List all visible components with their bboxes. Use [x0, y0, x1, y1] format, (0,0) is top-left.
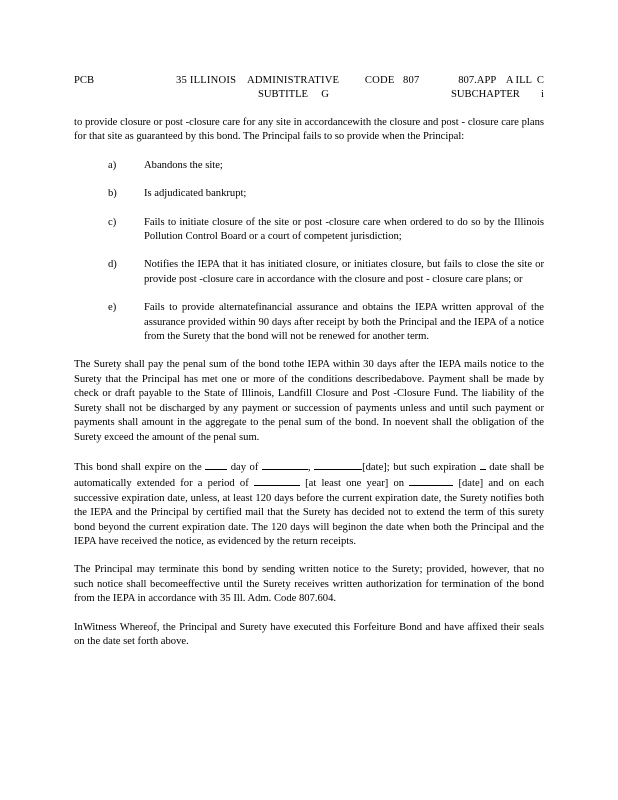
expire-text-2: day of: [230, 461, 259, 473]
extension-date-blank[interactable]: [409, 475, 453, 486]
year-blank[interactable]: [314, 459, 362, 470]
day-blank[interactable]: [205, 459, 227, 470]
surety-paragraph: The Surety shall pay the penal sum of the bond tothe IEPA within 30 days after the IEPA mails notice to the Surety that the Principal has met one or more of the conditions describedabove. Payment shall be made by check or draft payable to the State of Illinois, Landfill Closure and Post -Closure Fund. The liability of the Surety shall not be discharged by any payment or succession of payments unless and until such payment or payments shall amount in the aggregate to the penal sum of the bond. In noevent shall the obligation of the Surety exceed the amount of the penal sum.: [74, 359, 544, 443]
list-item-text: Fails to initiate closure of the site or post -closure care when ordered to do so by the Illinois Pollution Control Board or a court of competent jurisdiction;: [144, 216, 544, 243]
page-header: [74, 74, 544, 104]
month-blank[interactable]: [262, 459, 308, 470]
expiration-paragraph: [74, 459, 544, 549]
list-item-label: a): [108, 159, 117, 171]
list-item-label: e): [108, 302, 117, 314]
intro-paragraph: to provide closure or post -closure care for any site in accordancewith the closure and post - closure care plans for that site as guaranteed by this bond. The Principal fails to so provide when the Principal:: [74, 117, 544, 143]
document-body: [74, 116, 544, 663]
header-subchapter: SUBCHAPTER i: [450, 89, 544, 100]
expire-text-3: ,: [307, 461, 311, 473]
header-agency: PCB: [74, 75, 95, 86]
list-item-label: c): [108, 216, 117, 228]
header-title-line2: SUBTITLE G: [258, 89, 329, 100]
list-item-b: [74, 187, 544, 201]
list-item-text: Is adjudicated bankrupt;: [144, 188, 247, 200]
header-section: 807.APP A ILL C: [458, 75, 544, 86]
expire-text-4: [date]; but such expiration: [362, 461, 477, 473]
witness-paragraph: InWitness Whereof, the Principal and Surety have executed this Forfeiture Bond and have affixed their seals on the date set forth above.: [74, 621, 544, 647]
list-item-text: Notifies the IEPA that it has initiated closure, or initiates closure, but fails to close the site or provide post -closure care in accordance with the closure and post - closure care plans; or: [144, 259, 544, 285]
list-item-label: d): [108, 259, 117, 271]
expire-text-7: [date] and on each successive expiration date, unless, at least 120 days before the current expiration date, the Surety notifies both the IEPA and the Principal by certified mail that the Surety has decided not to extend the term of this surety bond beyond the current expiration date. The 120 days will beginon the date when both the Principal and the IEPA have received the notice, as evidenced by the return receipts.: [74, 478, 545, 547]
expire-text-1: This bond shall expire on the: [74, 461, 202, 473]
expire-text-6: [at least one year] on: [305, 478, 405, 490]
termination-paragraph: The Principal may terminate this bond by sending written notice to the Surety; provided, however, that no such notice shall becomeeffective until the Surety receives written authorization for termination of the bond from the IEPA in accordance with 35 Ill. Adm. Code 807.604.: [74, 564, 544, 605]
header-title-line1: 35 ILLINOIS ADMINISTRATIVE CODE 807: [176, 75, 420, 86]
list-item-text: Abandons the site;: [144, 159, 223, 171]
list-item-c: [74, 216, 544, 245]
list-item-e: [74, 301, 544, 344]
period-blank[interactable]: [254, 475, 300, 486]
list-item-d: [74, 258, 544, 287]
list-item-label: b): [108, 188, 117, 200]
list-item-text: Fails to provide alternatefinancial assurance and obtains the IEPA written approval of the assurance provided within 90 days after receipt by both the Principal and the IEPA of a notice from the Surety that the bond will not be renewed for another term.: [144, 302, 544, 343]
trailing-blank[interactable]: [480, 459, 486, 470]
list-item-a: [74, 159, 544, 173]
expire-text-5: date shall be automatically extended for a period of: [74, 461, 544, 490]
